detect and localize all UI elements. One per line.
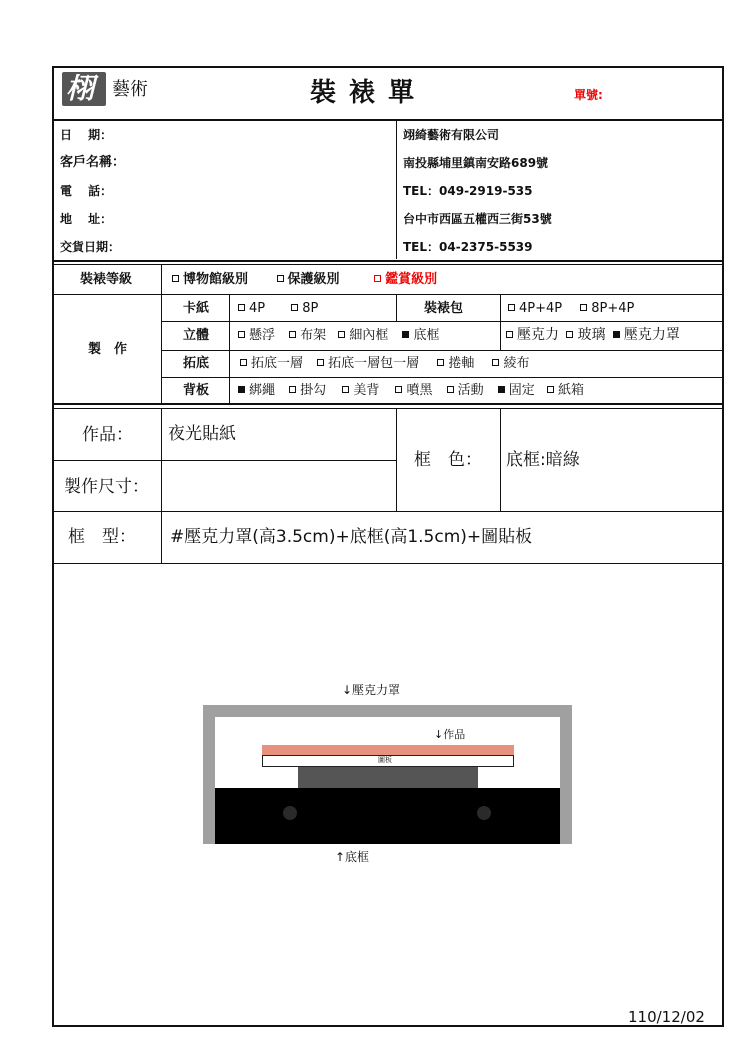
grade-option-appreciation[interactable] — [374, 272, 437, 287]
checkbox-checked-icon — [613, 331, 620, 338]
option-label: 壓克力罩 — [623, 327, 680, 343]
checkbox-icon — [447, 386, 454, 393]
acrylic-cover-label: ↓壓克力罩 — [342, 683, 401, 697]
divider — [52, 563, 724, 564]
option-label: 博物館級別 — [183, 272, 249, 287]
option-label: 布架 — [300, 328, 327, 343]
divider — [52, 260, 724, 262]
company-name: 翊綺藝術有限公司 — [403, 128, 500, 142]
option-label: 壓克力 — [517, 327, 559, 343]
footer-date: 110/12/02 — [628, 1008, 705, 1026]
divider — [161, 321, 724, 322]
frame-color-value: 底框:暗綠 — [506, 450, 580, 470]
size-label: 製作尺寸： — [64, 477, 149, 497]
checkbox-icon — [508, 304, 515, 311]
screw-icon — [283, 806, 297, 820]
grade-option-protection[interactable] — [277, 272, 340, 287]
checkbox-icon — [238, 304, 245, 311]
card-option-8p[interactable] — [291, 301, 318, 316]
checkbox-icon — [547, 386, 554, 393]
customer-name-label: 客戶名稱： — [60, 155, 126, 170]
base-frame-label: ↑底框 — [335, 850, 370, 864]
checkbox-icon — [289, 331, 296, 338]
rubbing-option-wrap[interactable] — [317, 356, 419, 371]
divider — [161, 409, 162, 563]
production-label: 製 作 — [88, 342, 128, 357]
option-label: 4P — [249, 301, 266, 316]
order-no-label: 單號: — [574, 88, 603, 102]
checkbox-checked-icon — [498, 386, 505, 393]
card-label: 卡紙 — [183, 301, 210, 316]
checkbox-icon — [317, 359, 324, 366]
backing-option-hook[interactable] — [289, 383, 326, 398]
company-address-2: 台中市西區五權西三街53號 — [403, 212, 552, 226]
address-label: 地 址： — [60, 212, 113, 226]
divider — [161, 377, 724, 378]
stereo-option-cloth[interactable] — [289, 328, 326, 343]
option-label: 掛勾 — [300, 383, 327, 398]
divider — [500, 295, 501, 350]
option-label: 8P+4P — [591, 301, 635, 316]
checkbox-icon — [277, 275, 284, 282]
divider — [396, 295, 397, 321]
option-label: 綾布 — [503, 356, 530, 371]
rubbing-option-scroll[interactable] — [437, 356, 474, 371]
divider — [396, 120, 397, 259]
option-label: 拓底一層 — [251, 356, 304, 371]
checkbox-icon — [172, 275, 179, 282]
divider — [52, 460, 396, 461]
rubbing-option-silk[interactable] — [492, 356, 529, 371]
mount-option-4p4p[interactable] — [508, 301, 562, 316]
option-label: 玻璃 — [577, 327, 606, 343]
grade-option-museum[interactable] — [172, 272, 248, 287]
rubbing-options — [240, 356, 543, 372]
board-label: 圖板 — [378, 756, 392, 764]
work-value: 夜光貼紙 — [168, 424, 236, 444]
backing-option-fixed[interactable] — [498, 383, 535, 398]
option-label: 拓底一層包一層 — [328, 356, 420, 371]
stereo-option-glass[interactable] — [566, 327, 605, 343]
option-label: 8P — [302, 301, 319, 316]
option-label: 細內框 — [349, 328, 389, 343]
frame-color-label: 框 色： — [414, 450, 482, 470]
divider — [500, 409, 501, 511]
divider — [52, 294, 724, 295]
stereo-label: 立體 — [183, 328, 210, 343]
board-stand — [298, 767, 478, 788]
stereo-option-inner-frame[interactable] — [338, 328, 388, 343]
mount-options — [508, 301, 648, 317]
divider — [52, 264, 724, 265]
divider — [52, 403, 724, 405]
checkbox-icon — [291, 304, 298, 311]
option-label: 保護級別 — [287, 272, 340, 287]
work-piece-label: ↓作品 — [434, 728, 466, 741]
work-piece — [262, 745, 514, 755]
option-label: 底框 — [413, 328, 440, 343]
company-tel-1: TEL：049-2919-535 — [403, 184, 533, 198]
stereo-options — [238, 328, 453, 344]
company-tel-2: TEL：04-2375-5539 — [403, 240, 533, 254]
logo-icon: 栩 — [66, 72, 95, 105]
option-label: 活動 — [457, 383, 484, 398]
phone-label: 電 話： — [60, 184, 113, 198]
stereo-option-acrylic-cover[interactable] — [613, 327, 680, 343]
backing-option-rope[interactable] — [238, 383, 275, 398]
mount-label: 裝裱包 — [424, 301, 464, 316]
checkbox-icon — [240, 359, 247, 366]
checkbox-icon — [238, 331, 245, 338]
page-title: 裝 裱 單 — [310, 78, 417, 108]
base-frame — [215, 788, 560, 844]
backing-option-beauty-back[interactable] — [342, 383, 379, 398]
checkbox-icon — [342, 386, 349, 393]
stereo-extra-options — [506, 327, 680, 343]
brand-name: 藝術 — [112, 79, 148, 100]
checkbox-icon — [374, 275, 381, 282]
checkbox-icon — [437, 359, 444, 366]
checkbox-icon — [492, 359, 499, 366]
divider — [396, 409, 397, 511]
option-label: 噴黑 — [406, 383, 433, 398]
divider — [52, 511, 724, 512]
option-label: 固定 — [508, 383, 535, 398]
frame-type-label: 框 型： — [68, 527, 136, 547]
divider — [52, 119, 724, 121]
stereo-option-float[interactable] — [238, 328, 275, 343]
option-label: 4P+4P — [519, 301, 563, 316]
option-label: 捲軸 — [448, 356, 475, 371]
option-label: 紙箱 — [557, 383, 584, 398]
option-label: 綁繩 — [249, 383, 276, 398]
backing-label: 背板 — [183, 383, 210, 398]
checkbox-icon — [395, 386, 402, 393]
backing-option-black-spray[interactable] — [395, 383, 432, 398]
stereo-option-base-frame[interactable] — [402, 328, 439, 343]
company-address-1: 南投縣埔里鎮南安路689號 — [403, 156, 549, 170]
backing-option-box[interactable] — [547, 383, 584, 398]
option-label: 鑑賞級別 — [385, 272, 438, 287]
delivery-date-label: 交貨日期： — [60, 240, 121, 254]
divider — [52, 408, 724, 409]
checkbox-checked-icon — [238, 386, 245, 393]
checkbox-icon — [506, 331, 513, 338]
checkbox-icon — [338, 331, 345, 338]
backing-options — [238, 383, 598, 399]
date-label: 日 期： — [60, 128, 113, 142]
card-option-4p[interactable] — [238, 301, 265, 316]
grade-options — [172, 272, 451, 288]
checkbox-icon — [289, 386, 296, 393]
checkbox-icon — [580, 304, 587, 311]
divider — [161, 350, 724, 351]
checkbox-checked-icon — [402, 331, 409, 338]
rubbing-label: 拓底 — [183, 356, 210, 371]
option-label: 懸浮 — [249, 328, 276, 343]
grade-label: 裝裱等級 — [80, 272, 133, 287]
checkbox-icon — [566, 331, 573, 338]
stereo-option-acrylic[interactable] — [506, 327, 559, 343]
mount-option-8p4p[interactable] — [580, 301, 634, 316]
work-label: 作品： — [82, 425, 133, 445]
backing-option-movable[interactable] — [447, 383, 484, 398]
rubbing-option-one-layer[interactable] — [240, 356, 303, 371]
screw-icon — [477, 806, 491, 820]
frame-type-value: #壓克力罩(高3.5cm)+底框(高1.5cm)+圖貼板 — [170, 527, 533, 547]
option-label: 美背 — [353, 383, 380, 398]
divider — [161, 265, 162, 404]
card-options — [238, 301, 332, 317]
